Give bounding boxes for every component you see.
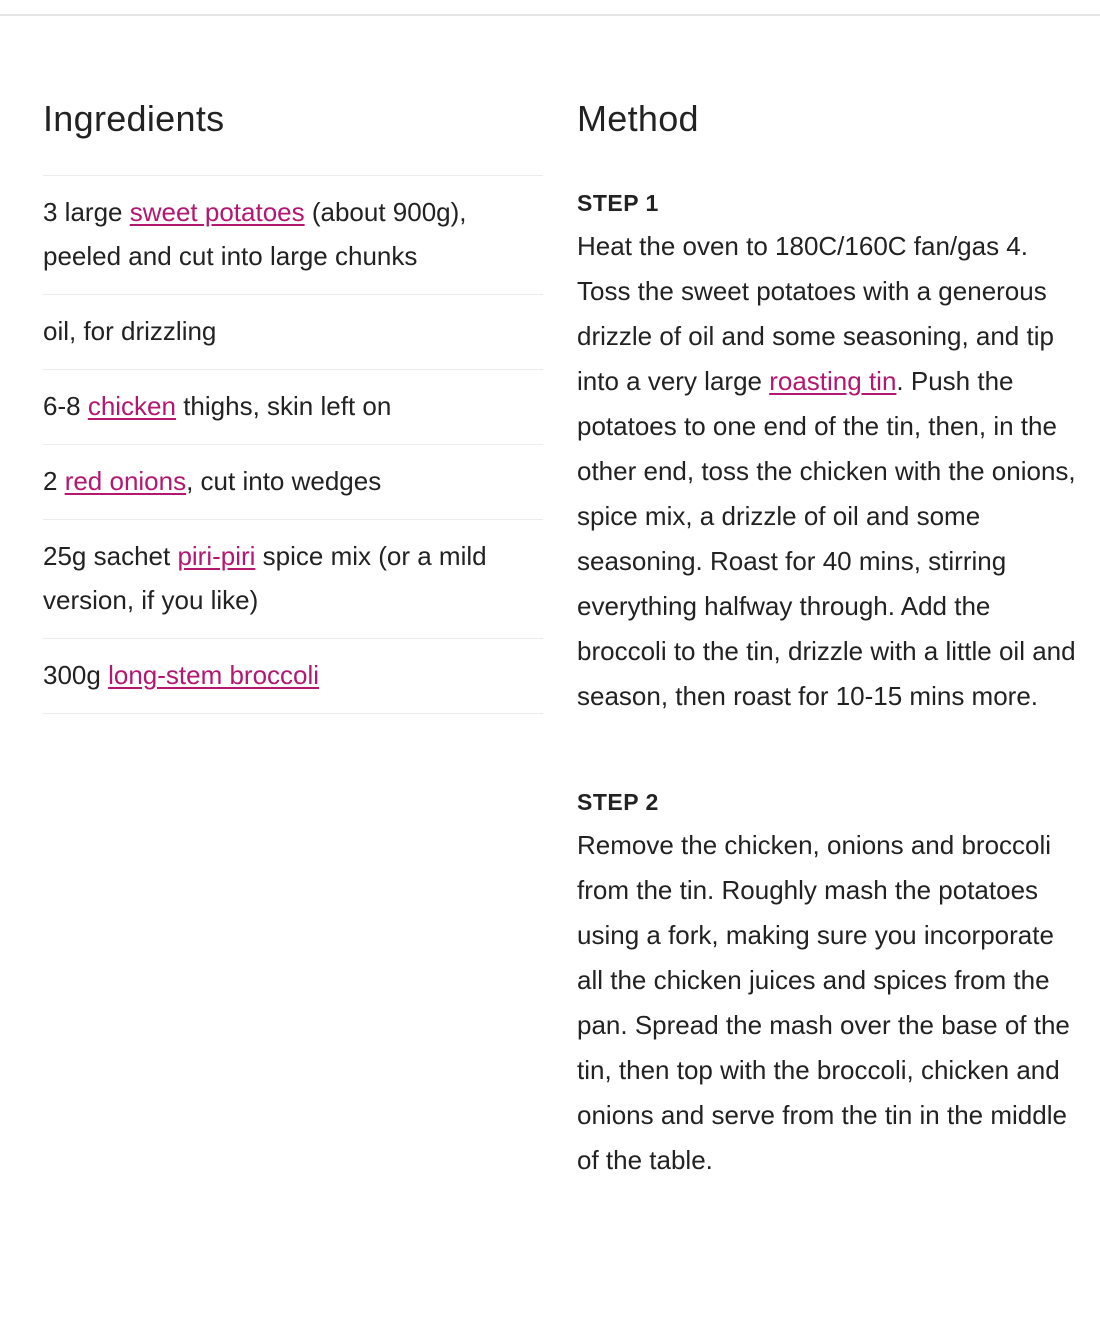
ingredient-text: 6-8: [43, 391, 88, 421]
ingredient-item: [43, 370, 543, 445]
method-step: [577, 188, 1082, 719]
ingredient-item: [43, 295, 543, 370]
top-divider: [0, 14, 1100, 16]
ingredient-item: [43, 176, 543, 295]
ingredient-text: (about 900g), peeled and cut into large chunks: [43, 197, 467, 271]
method-heading: Method: [577, 98, 699, 139]
ingredient-text: spice mix (or a mild version, if you like): [43, 541, 487, 615]
step-text: [577, 224, 1082, 719]
step-text-part: Heat the oven to 180C/160C fan/gas 4. Toss the sweet potatoes with a generous drizzle of oil and some seasoning, and tip into a very large: [577, 231, 1054, 396]
step-link-roasting-tin[interactable]: roasting tin: [769, 366, 897, 396]
ingredient-link-long-stem-broccoli[interactable]: long-stem broccoli: [108, 660, 320, 690]
ingredient-text: oil, for drizzling: [43, 316, 217, 346]
method-step: [577, 787, 1082, 1183]
step-text: [577, 823, 1082, 1183]
step-label: STEP 1: [577, 190, 659, 216]
method-section: [577, 96, 1082, 1183]
ingredient-text: 300g: [43, 660, 109, 690]
ingredient-link-chicken[interactable]: chicken: [87, 391, 176, 421]
ingredients-section: [43, 96, 543, 714]
ingredient-item: [43, 445, 543, 520]
step-text-part: Remove the chicken, onions and broccoli from the tin. Roughly mash the potatoes using a fork, making sure you incorporate all the chicken juices and spices from the pan. Spread the mash over the base of the tin, then top with the broccoli, chicken and onions and serve from the tin in the middle of the table.: [577, 830, 1070, 1175]
ingredient-text: 25g sachet: [43, 541, 178, 571]
ingredient-item: [43, 520, 543, 639]
ingredient-link-red-onions[interactable]: red onions: [64, 466, 187, 496]
step-label: STEP 2: [577, 789, 659, 815]
ingredient-link-sweet-potatoes[interactable]: sweet potatoes: [129, 197, 305, 227]
ingredients-list: [43, 175, 543, 714]
ingredient-link-piri-piri[interactable]: piri-piri: [177, 541, 256, 571]
ingredient-text: thighs, skin left on: [175, 391, 392, 421]
step-text-part: . Push the potatoes to one end of the tin, then, in the other end, toss the chicken with the onions, spice mix, a drizzle of oil and some seasoning. Roast for 40 mins, stirring everything halfway through. Add the broccoli to the tin, drizzle with a little oil and season, then roast for 10-15 mins more.: [577, 366, 1076, 711]
ingredient-text: 3 large: [43, 197, 130, 227]
ingredients-heading: Ingredients: [43, 98, 225, 139]
ingredient-item: [43, 639, 543, 714]
ingredient-text: 2: [43, 466, 65, 496]
ingredient-text: , cut into wedges: [186, 466, 382, 496]
